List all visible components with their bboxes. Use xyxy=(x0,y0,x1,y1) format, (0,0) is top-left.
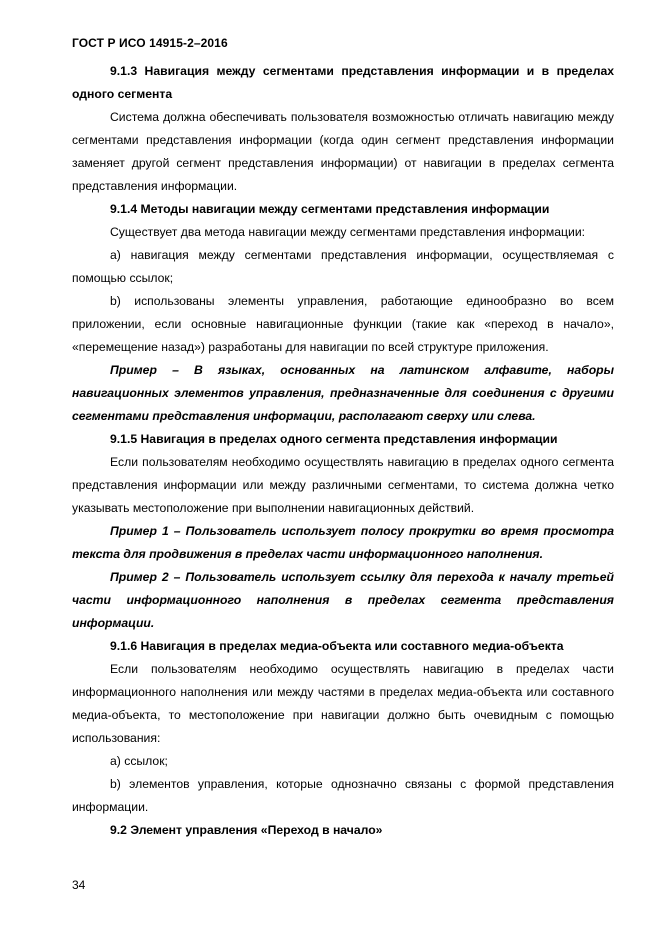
example-note: Пример 2 – Пользователь использует ссылку для перехода к началу третьей части информационного наполнения в пределах сегмента представления информации. xyxy=(72,570,614,630)
section-heading-9-1-4: 9.1.4 Методы навигации между сегментами представления информации xyxy=(110,202,550,216)
section-heading-9-1-3: 9.1.3 Навигация между сегментами представления информации и в пределах одного сегмента xyxy=(72,64,614,101)
section-heading-9-2: 9.2 Элемент управления «Переход в начало» xyxy=(110,823,383,837)
example-note: Пример – В языках, основанных на латинском алфавите, наборы навигационных элементов управления, предназначенные для соединения с другими сегментами представления информации, располагают сверху или слева. xyxy=(72,363,614,423)
list-item: b) элементов управления, которые однозначно связаны с формой представления информации. xyxy=(72,777,614,814)
paragraph: Если пользователям необходимо осуществлять навигацию в пределах одного сегмента представления информации или между различными сегментами, то система должна четко указывать местоположение при выполнении навигационных действий. xyxy=(72,455,614,515)
paragraph: Существует два метода навигации между сегментами представления информации: xyxy=(110,225,586,239)
section-heading-9-1-5: 9.1.5 Навигация в пределах одного сегмента представления информации xyxy=(110,432,558,446)
paragraph: Если пользователям необходимо осуществлять навигацию в пределах части информационного наполнения или между частями в пределах медиа-объекта или составного медиа-объекта, то местоположение при навигации должно быть очевидным с помощью использования: xyxy=(72,662,614,745)
section-heading-9-1-6: 9.1.6 Навигация в пределах медиа-объекта или составного медиа-объекта xyxy=(110,639,564,653)
page-content xyxy=(72,60,614,842)
list-item: а) навигация между сегментами представления информации, осуществляемая с помощью ссылок; xyxy=(72,248,614,285)
list-item: а) ссылок; xyxy=(110,754,168,768)
example-note: Пример 1 – Пользователь использует полосу прокрутки во время просмотра текста для продвижения в пределах части информационного наполнения. xyxy=(72,524,614,561)
paragraph: Система должна обеспечивать пользователя возможностью отличать навигацию между сегментами представления информации (когда один сегмент представления информации заменяет другой сегмент представления информации) от навигации в пределах сегмента представления информации. xyxy=(72,110,614,193)
list-item: b) использованы элементы управления, работающие единообразно во всем приложении, если основные навигационные функции (такие как «переход в начало», «перемещение назад») разработаны для навигации по всей структуре приложения. xyxy=(72,294,614,354)
page-number: 34 xyxy=(72,878,86,892)
document-header: ГОСТ Р ИСО 14915-2–2016 xyxy=(72,36,228,50)
